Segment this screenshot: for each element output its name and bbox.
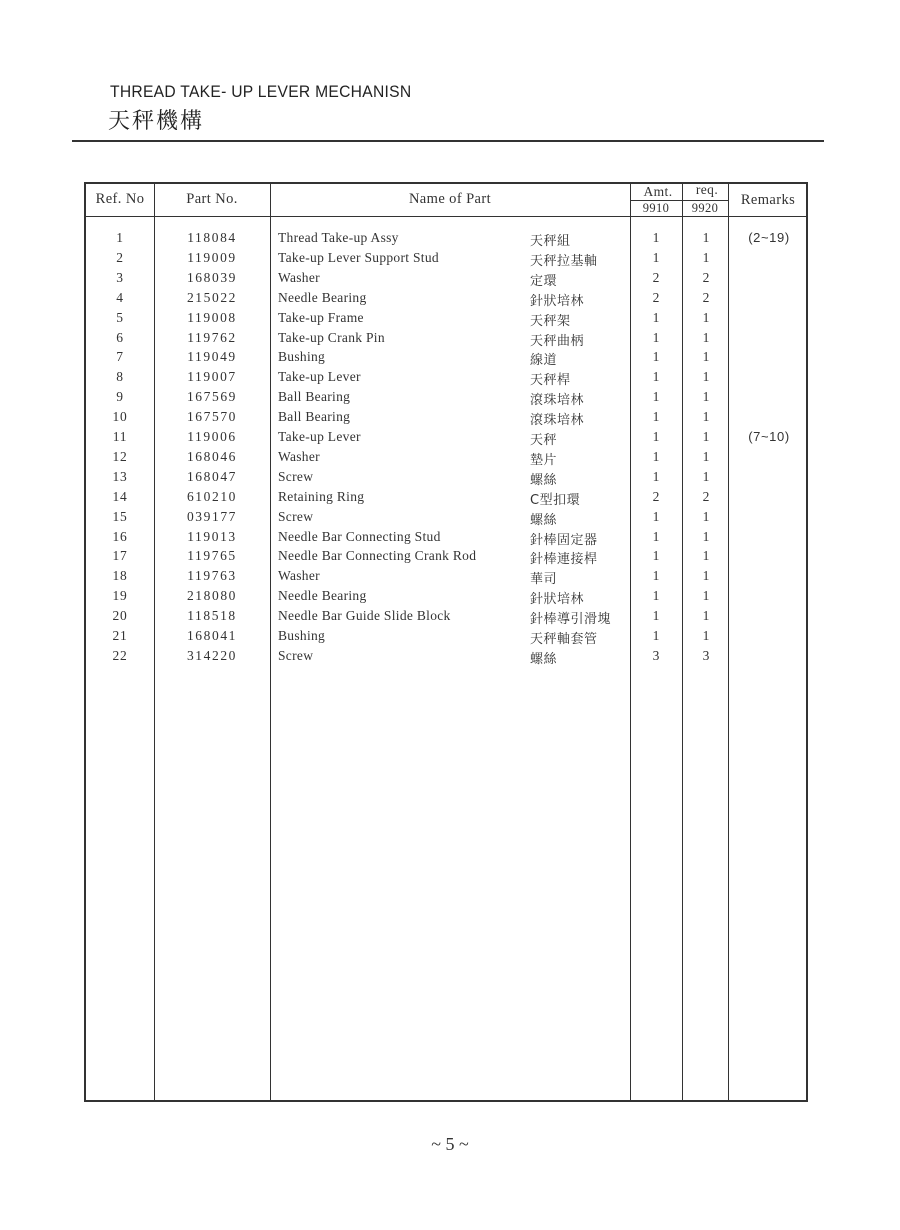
part-name-cell: Ball Bearing <box>278 409 351 425</box>
qty-9920-cell: 2 <box>702 269 710 285</box>
qty-9910-cell: 1 <box>652 548 660 564</box>
part-no-cell: 119008 <box>187 309 237 325</box>
part-no-cell: 119013 <box>187 528 237 544</box>
part-no-cell: 168041 <box>186 628 238 643</box>
header-divider <box>86 216 806 217</box>
part-no-cell: 218080 <box>186 588 238 604</box>
parts-table <box>84 182 808 1102</box>
qty-9910-cell: 1 <box>652 448 660 464</box>
part-name-cell: Screw <box>278 647 314 663</box>
ref-no-cell: 15 <box>112 508 128 524</box>
part-name-chinese-cell: 天秤桿 <box>530 373 571 389</box>
col-header-ref: Ref. No <box>95 191 145 207</box>
part-name-cell: Screw <box>278 508 314 524</box>
part-name-chinese-cell: 滾珠培林 <box>530 413 585 429</box>
part-name-chinese-cell: 天秤拉基軸 <box>530 253 598 269</box>
qty-9910-cell: 2 <box>652 269 660 285</box>
part-name-chinese-cell: 針狀培林 <box>530 592 585 608</box>
col-header-part: Part No. <box>186 191 238 207</box>
part-name-chinese-cell: 天秤組 <box>530 234 571 249</box>
part-no-cell: 119007 <box>187 369 237 385</box>
ref-no-cell: 4 <box>116 289 124 305</box>
qty-9920-cell: 1 <box>702 568 710 584</box>
qty-9920-cell: 1 <box>702 628 710 643</box>
qty-9920-cell: 1 <box>702 249 710 265</box>
col-header-name: Name of Part <box>408 191 492 207</box>
part-name-cell: Needle Bar Connecting Stud <box>278 528 441 544</box>
part-no-cell: 168046 <box>186 448 238 464</box>
part-name-chinese-cell: 天秤軸套管 <box>530 632 598 647</box>
qty-9920-cell: 2 <box>702 289 710 305</box>
qty-9910-cell: 2 <box>652 488 660 504</box>
part-no-cell: 168047 <box>186 468 238 484</box>
col-header-model-b: 9920 <box>691 201 719 215</box>
part-name-cell: Washer <box>278 269 320 285</box>
qty-9910-cell: 1 <box>652 429 660 444</box>
ref-no-cell: 18 <box>112 568 128 584</box>
part-name-chinese-cell: 天秤曲柄 <box>530 333 585 349</box>
qty-9910-cell: 1 <box>652 468 660 484</box>
qty-9910-cell: 1 <box>652 369 660 385</box>
ref-no-cell: 11 <box>112 429 128 444</box>
part-name-cell: Screw <box>278 468 314 484</box>
ref-no-cell: 21 <box>112 628 128 643</box>
part-name-chinese-cell: 螺絲 <box>530 512 558 528</box>
ref-no-cell: 9 <box>116 389 124 405</box>
part-no-cell: 610210 <box>186 488 238 504</box>
part-no-cell: 118518 <box>187 608 237 624</box>
part-name-chinese-cell: 定環 <box>530 273 558 289</box>
qty-9920-cell: 1 <box>702 548 710 564</box>
part-name-cell: Take-up Crank Pin <box>278 329 385 345</box>
part-name-cell: Needle Bar Connecting Crank Rod <box>278 548 477 564</box>
qty-9920-cell: 1 <box>702 588 710 604</box>
part-no-cell: 119763 <box>187 568 237 584</box>
qty-9920-cell: 1 <box>702 508 710 524</box>
part-no-cell: 215022 <box>186 289 238 305</box>
qty-9920-cell: 1 <box>702 369 710 385</box>
ref-no-cell: 20 <box>112 608 128 624</box>
part-name-cell: Needle Bar Guide Slide Block <box>278 608 451 624</box>
part-no-cell: 039177 <box>186 508 238 524</box>
page-number: ~ 5 ~ <box>431 1134 469 1154</box>
part-no-cell: 119762 <box>187 329 237 345</box>
qty-9910-cell: 1 <box>652 528 660 544</box>
qty-9910-cell: 1 <box>652 349 660 365</box>
part-no-cell: 167570 <box>186 409 238 425</box>
part-name-chinese-cell: 針棒固定器 <box>530 532 598 548</box>
ref-no-cell: 12 <box>112 448 128 464</box>
col-header-model-a: 9910 <box>642 201 670 215</box>
ref-no-cell: 3 <box>116 269 124 285</box>
ref-no-cell: 16 <box>112 528 128 544</box>
col-header-req: req. <box>695 182 719 197</box>
qty-9920-cell: 1 <box>702 528 710 544</box>
qty-9910-cell: 1 <box>652 508 660 524</box>
part-name-chinese-cell: 螺絲 <box>530 472 558 488</box>
qty-9910-cell: 3 <box>652 647 660 663</box>
part-no-cell: 167569 <box>186 389 238 405</box>
qty-9910-cell: 1 <box>652 230 660 245</box>
ref-no-cell: 17 <box>112 548 128 564</box>
ref-no-cell: 8 <box>116 369 124 385</box>
page-header-subtitle: 天秤機構 <box>108 109 205 134</box>
page-header-title: THREAD TAKE- UP LEVER MECHANISN <box>110 82 412 101</box>
qty-9910-cell: 1 <box>652 329 660 345</box>
ref-no-cell: 22 <box>112 647 128 663</box>
qty-9920-cell: 1 <box>702 230 710 245</box>
part-name-chinese-cell: 墊片 <box>530 452 558 468</box>
qty-9910-cell: 1 <box>652 628 660 643</box>
qty-9920-cell: 1 <box>702 448 710 464</box>
part-name-cell: Take-up Lever <box>278 429 361 444</box>
qty-9920-cell: 1 <box>702 309 710 325</box>
ref-no-cell: 5 <box>116 309 124 325</box>
part-name-cell: Retaining Ring <box>278 488 365 504</box>
part-name-chinese-cell: 針狀培林 <box>530 293 585 309</box>
part-name-chinese-cell: 針棒連接桿 <box>530 552 598 568</box>
qty-9910-cell: 1 <box>652 568 660 584</box>
ref-no-cell: 1 <box>116 230 124 245</box>
part-name-cell: Ball Bearing <box>278 389 351 405</box>
remarks-cell: (7~10) <box>748 429 790 444</box>
qty-9910-cell: 1 <box>652 309 660 325</box>
qty-9910-cell: 1 <box>652 588 660 604</box>
qty-9920-cell: 1 <box>702 608 710 624</box>
qty-9920-cell: 1 <box>702 429 710 444</box>
part-name-cell: Washer <box>278 568 320 584</box>
qty-9910-cell: 1 <box>652 608 660 624</box>
ref-no-cell: 14 <box>112 488 128 504</box>
col-header-remarks: Remarks <box>740 192 796 208</box>
ref-no-cell: 19 <box>112 588 128 604</box>
part-name-chinese-cell: 線道 <box>530 353 558 369</box>
ref-no-cell: 7 <box>116 349 124 365</box>
part-no-cell: 119765 <box>187 548 237 564</box>
part-name-cell: Needle Bearing <box>278 588 367 604</box>
qty-9910-cell: 1 <box>652 389 660 405</box>
part-name-cell: Take-up Lever <box>278 369 361 385</box>
qty-9920-cell: 1 <box>702 409 710 425</box>
part-name-chinese-cell: 螺絲 <box>530 651 558 667</box>
qty-9920-cell: 2 <box>702 488 710 504</box>
part-name-cell: Bushing <box>278 349 326 365</box>
remarks-cell: (2~19) <box>748 230 790 245</box>
col-divider-part <box>270 184 271 1100</box>
part-no-cell: 119049 <box>187 349 237 365</box>
ref-no-cell: 13 <box>112 468 128 484</box>
qty-9910-cell: 2 <box>652 289 660 305</box>
part-name-cell: Needle Bearing <box>278 289 367 305</box>
part-name-chinese-cell: 滾珠培林 <box>530 393 585 409</box>
qty-9910-cell: 1 <box>652 409 660 425</box>
qty-9920-cell: 3 <box>702 647 710 663</box>
part-no-cell: 314220 <box>186 647 238 663</box>
part-name-cell: Take-up Lever Support Stud <box>278 249 439 265</box>
ref-no-cell: 10 <box>112 409 128 425</box>
qty-9920-cell: 1 <box>702 468 710 484</box>
part-no-cell: 119006 <box>187 429 237 444</box>
part-no-cell: 168039 <box>186 269 238 285</box>
qty-9920-cell: 1 <box>702 389 710 405</box>
part-name-chinese-cell: 天秤架 <box>530 313 571 329</box>
part-name-chinese-cell: 天秤 <box>530 433 558 448</box>
ref-no-cell: 2 <box>116 249 124 265</box>
part-name-chinese-cell: C型扣環 <box>530 492 581 508</box>
part-name-cell: Thread Take-up Assy <box>278 230 399 245</box>
part-no-cell: 119009 <box>187 249 237 265</box>
part-name-cell: Bushing <box>278 628 326 643</box>
qty-9910-cell: 1 <box>652 249 660 265</box>
col-header-amt: Amt. <box>643 184 673 199</box>
qty-9920-cell: 1 <box>702 349 710 365</box>
qty-9920-cell: 1 <box>702 329 710 345</box>
header-rule <box>72 140 824 142</box>
part-name-chinese-cell: 華司 <box>530 572 558 588</box>
part-name-chinese-cell: 針棒導引滑塊 <box>530 612 612 628</box>
part-no-cell: 118084 <box>187 230 237 245</box>
part-name-cell: Take-up Frame <box>278 309 364 325</box>
part-name-cell: Washer <box>278 448 320 464</box>
ref-no-cell: 6 <box>116 329 124 345</box>
